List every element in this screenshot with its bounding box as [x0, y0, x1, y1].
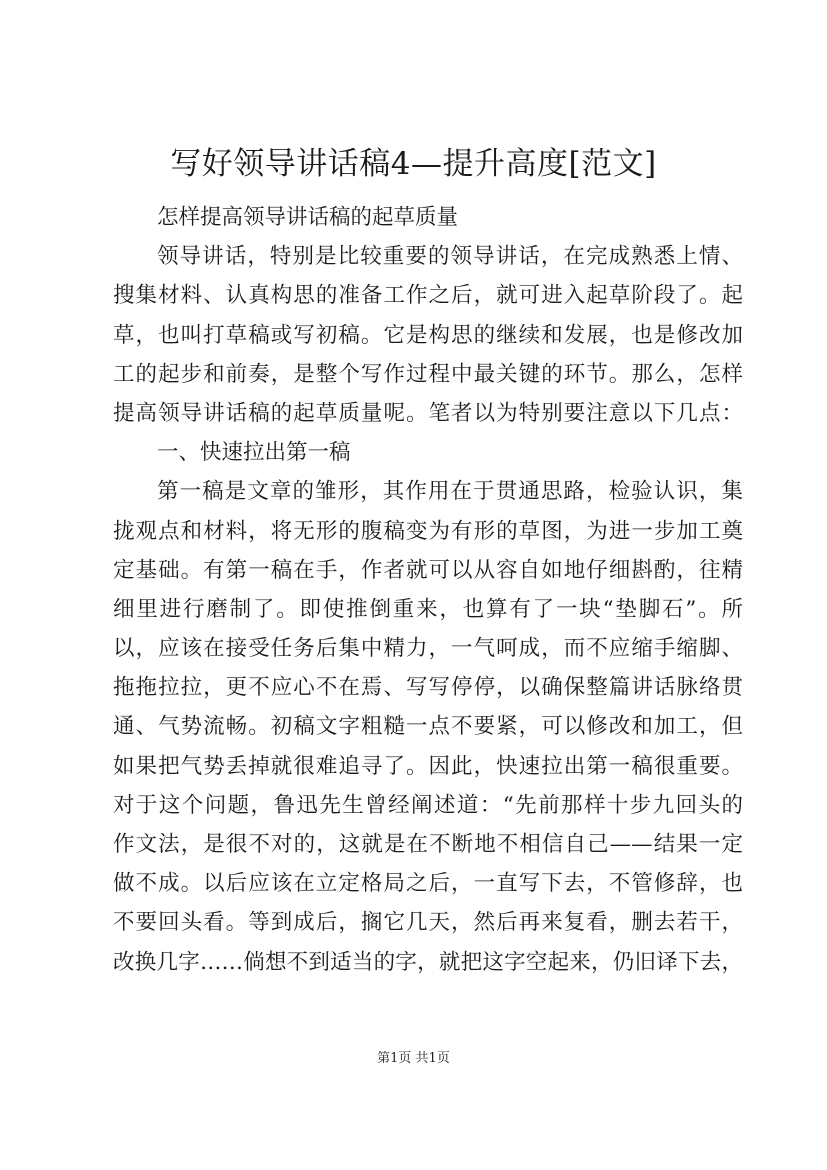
section-heading: 一、快速拉出第一稿 — [157, 440, 351, 466]
paragraph-line: 以，应该在接受任务后集中精力，一气呵成，而不应缩手缩脚、 — [113, 636, 743, 662]
paragraph-line: 搜集材料、认真构思的准备工作之后，就可进入起草阶段了。起 — [113, 283, 743, 309]
paragraph-line: 拖拖拉拉，更不应心不在焉、写写停停，以确保整篇讲话脉络贯 — [113, 675, 743, 701]
paragraph-line: 工的起步和前奏，是整个写作过程中最关键的环节。那么，怎样 — [113, 361, 743, 387]
paragraph-line: 第一稿是文章的雏形，其作用在于贯通思路，检验认识，集 — [157, 479, 743, 505]
paragraph-line: 细里进行磨制了。即使推倒重来，也算有了一块“垫脚石”。所 — [113, 596, 743, 622]
paragraph-line: 作文法，是很不对的，这就是在不断地不相信自己——结果一定 — [113, 832, 743, 857]
paragraph-line: 不要回头看。等到成后，搁它几天，然后再来复看，删去若干， — [113, 910, 743, 936]
document-body — [113, 198, 743, 982]
page-number-footer: 第1页 共1页 — [377, 1051, 450, 1066]
paragraph-line: 提高领导讲话稿的起草质量呢。笔者以为特别要注意以下几点： — [113, 400, 743, 426]
paragraph-line: 做不成。以后应该在立定格局之后，一直写下去，不管修辞，也 — [113, 871, 743, 897]
paragraph-line: 领导讲话，特别是比较重要的领导讲话，在完成熟悉上情、 — [157, 244, 743, 270]
document-title: 写好领导讲话稿4—提升高度[范文] — [170, 146, 657, 182]
paragraph-line: 改换几字……倘想不到适当的字，就把这字空起来，仍旧译下去， — [113, 949, 743, 975]
paragraph-line: 拢观点和材料，将无形的腹稿变为有形的草图，为进一步加工奠 — [113, 518, 743, 544]
paragraph-line: 通、气势流畅。初稿文字粗糙一点不要紧，可以修改和加工，但 — [113, 714, 743, 740]
paragraph-line: 定基础。有第一稿在手，作者就可以从容自如地仔细斟酌，往精 — [113, 557, 743, 583]
paragraph-line: 草，也叫打草稿或写初稿。它是构思的继续和发展，也是修改加 — [113, 322, 743, 348]
section-heading: 怎样提高领导讲话稿的起草质量 — [157, 205, 459, 230]
paragraph-line: 对于这个问题，鲁迅先生曾经阐述道：“先前那样十步九回头的 — [113, 792, 743, 818]
paragraph-line: 如果把气势丢掉就很难追寻了。因此，快速拉出第一稿很重要。 — [113, 753, 743, 779]
